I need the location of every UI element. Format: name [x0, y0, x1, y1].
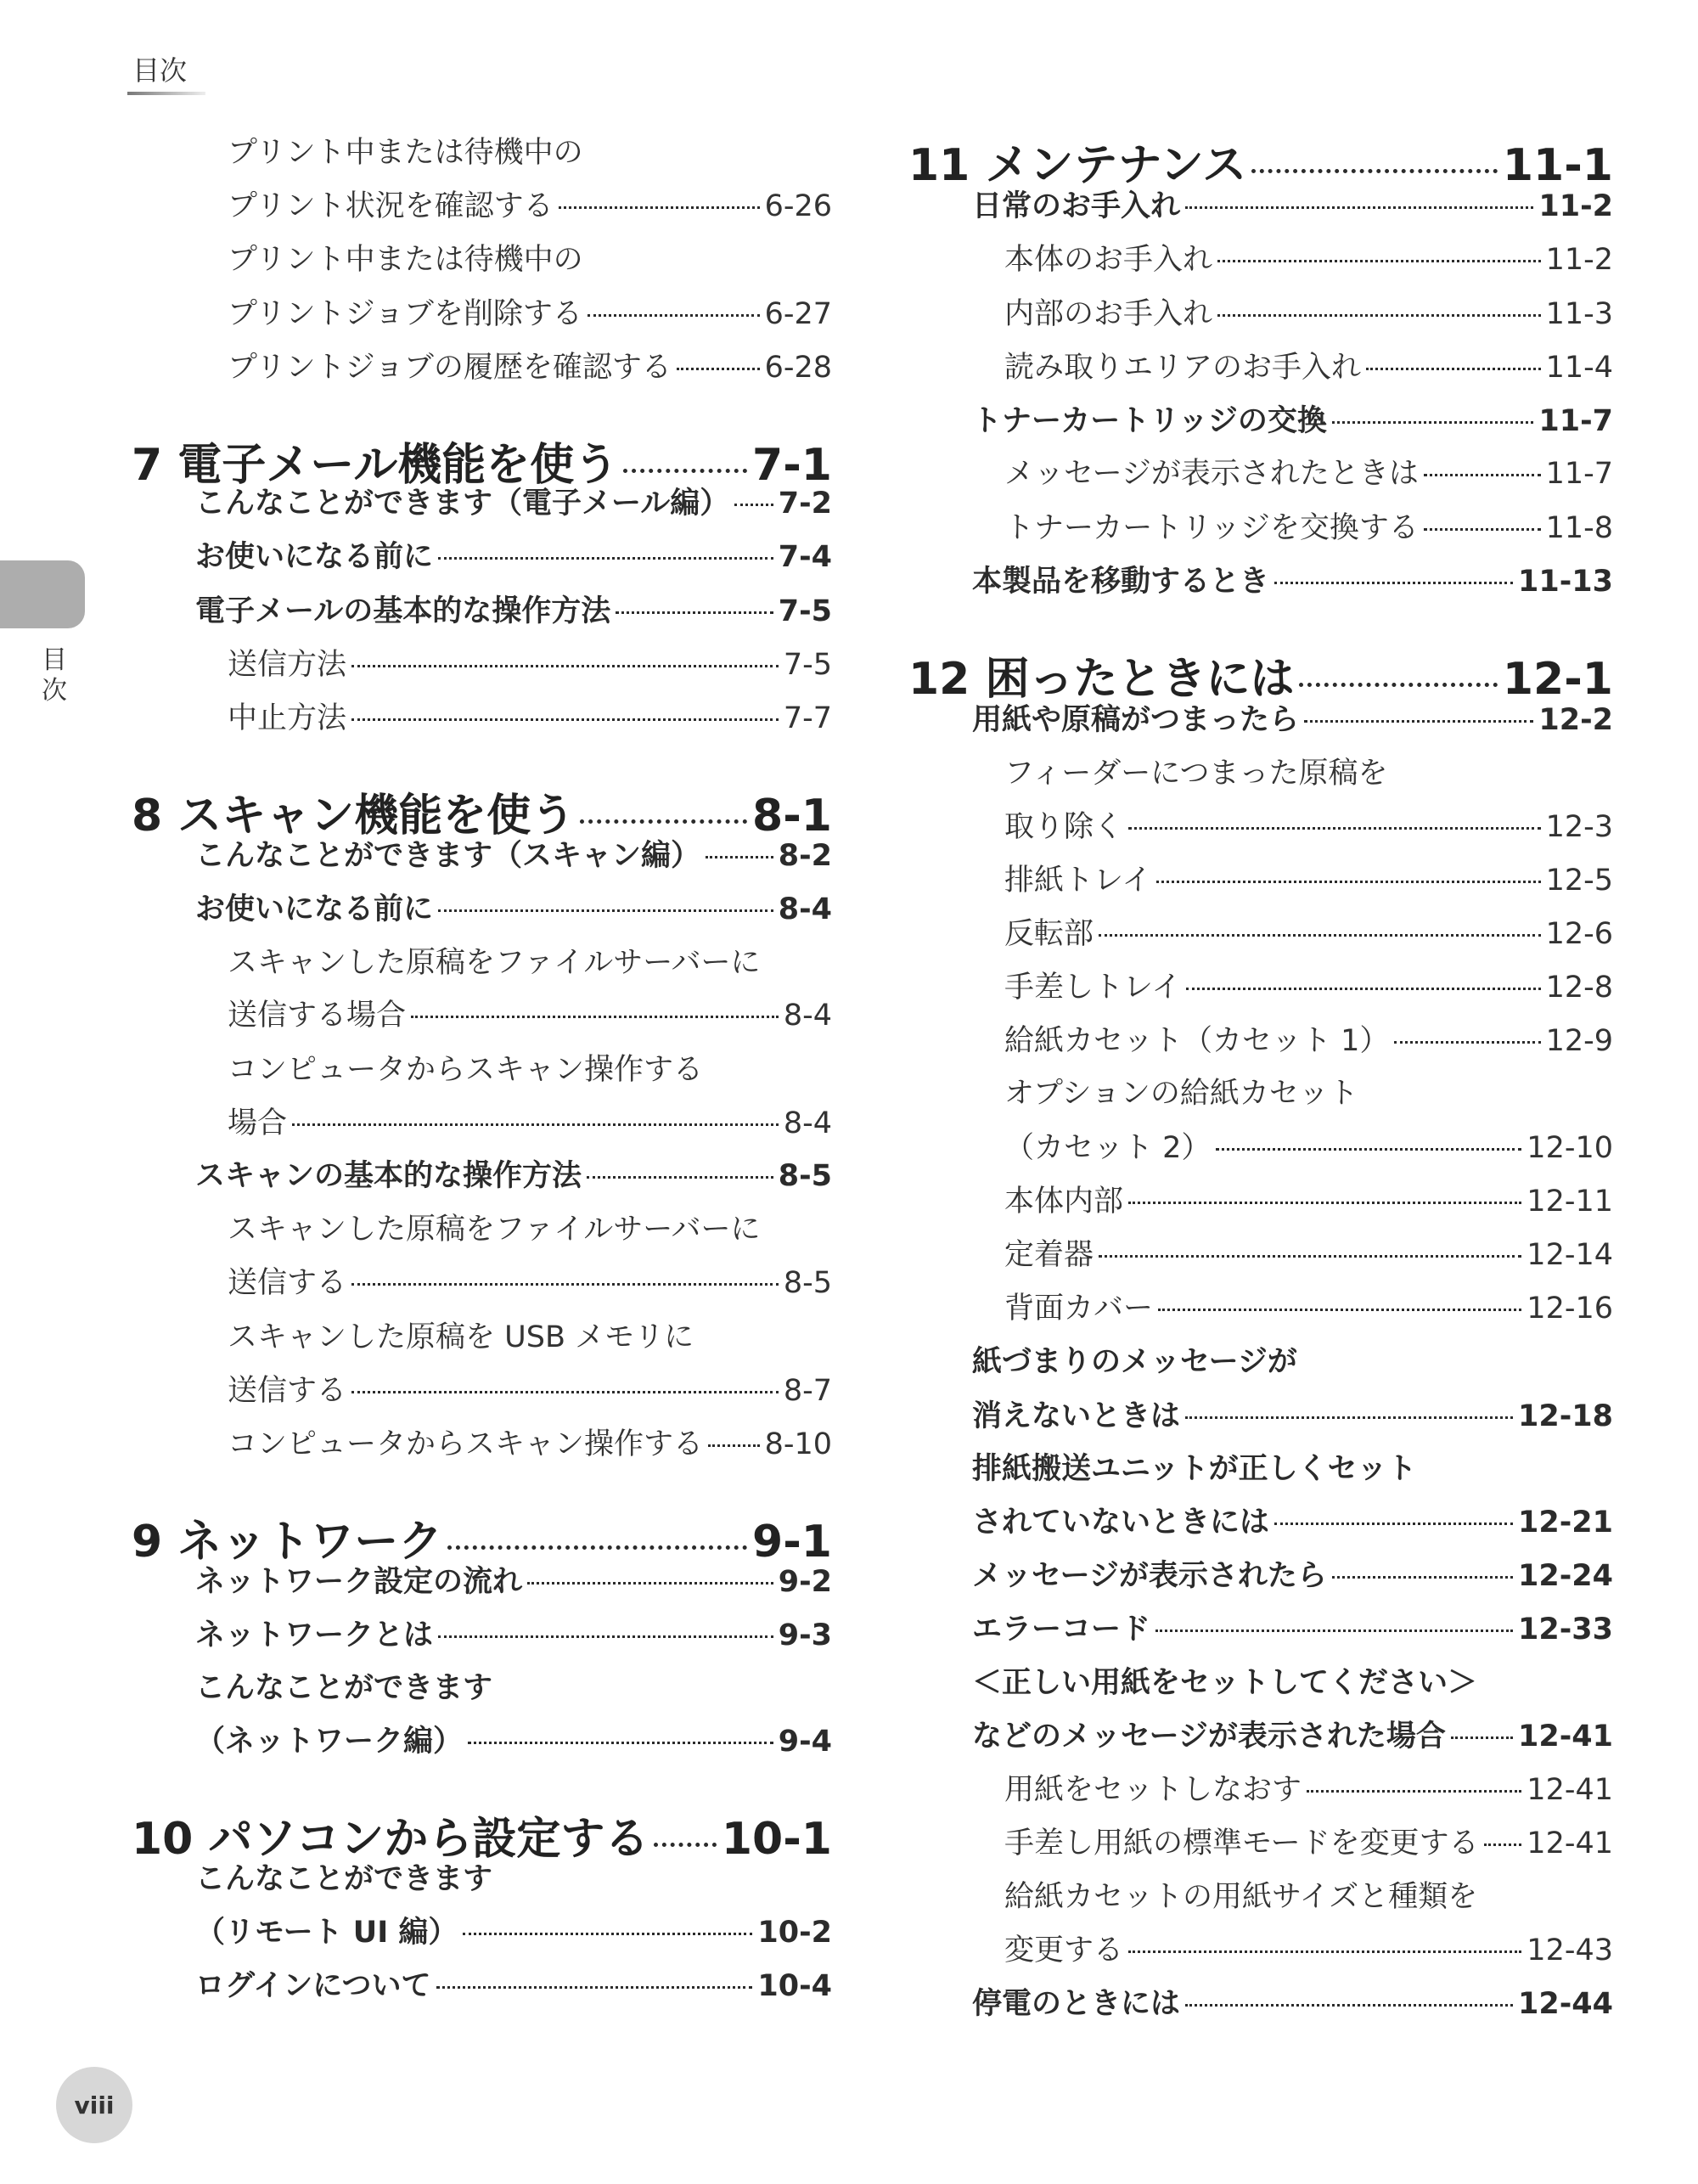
- header-underline: [127, 92, 205, 95]
- dot-leader: [1332, 1576, 1513, 1579]
- side-tab[interactable]: [0, 560, 85, 628]
- toc-page-number: 8-5: [778, 1159, 832, 1193]
- toc-page-number: 11-1: [1502, 140, 1613, 191]
- page-number: viii: [56, 2067, 132, 2143]
- dot-leader: [1217, 260, 1541, 262]
- toc-subsection-entry[interactable]: [1004, 1285, 1613, 1336]
- toc-entry-title: お使いになる前に: [195, 892, 434, 926]
- toc-entry-title: （リモート UI 編）: [195, 1916, 458, 1950]
- toc-section-entry[interactable]: [972, 696, 1613, 747]
- toc-page-number: 10-1: [721, 1814, 832, 1865]
- toc-entry-title: （ネットワーク編）: [195, 1725, 464, 1759]
- toc-entry-title: 取り除く: [1004, 810, 1124, 844]
- toc-page-number: 12-21: [1518, 1506, 1613, 1539]
- toc-section-entry[interactable]: [195, 1909, 832, 1960]
- toc-entry-title: ログインについて: [195, 1969, 431, 2003]
- dot-leader: [1307, 1790, 1521, 1793]
- dot-leader: [447, 1545, 747, 1550]
- dot-leader: [1394, 1041, 1540, 1044]
- toc-entry-text-line: 給紙カセットの用紙サイズと種類を: [1004, 1880, 1478, 1914]
- toc-page-number: 11-7: [1545, 457, 1613, 491]
- toc-subsection-entry[interactable]: [228, 1367, 832, 1418]
- toc-entry-title: 内部のお手入れ: [1004, 297, 1213, 331]
- toc-subsection-entry[interactable]: [228, 641, 832, 692]
- dot-leader: [1155, 1630, 1513, 1632]
- toc-section-entry[interactable]: [195, 533, 832, 584]
- toc-entry-title: メッセージが表示されたら: [972, 1559, 1327, 1593]
- dot-leader: [438, 557, 773, 560]
- toc-entry-text-line: 紙づまりのメッセージが: [972, 1345, 1297, 1379]
- toc-page-number: 11-8: [1545, 511, 1613, 545]
- toc-entry-title: プリント状況を確認する: [228, 189, 554, 223]
- toc-entry-text-line: コンピュータからスキャン操作する: [228, 1053, 704, 1087]
- toc-page-number: 7-5: [783, 648, 832, 682]
- dot-leader: [734, 504, 773, 506]
- dot-leader: [292, 1123, 779, 1126]
- toc-entry-title: ネットワーク設定の流れ: [195, 1565, 523, 1599]
- toc-page-number: 9-2: [778, 1565, 832, 1599]
- toc-entry-title: 電子メールの基本的な操作方法: [195, 594, 611, 628]
- toc-page-number: 12-5: [1545, 864, 1613, 898]
- dot-leader: [588, 314, 760, 317]
- toc-page-number: 12-9: [1545, 1024, 1613, 1058]
- toc-chapter-entry[interactable]: [132, 429, 832, 491]
- toc-page-number: 11-3: [1545, 297, 1613, 331]
- toc-subsection-entry[interactable]: [1004, 1820, 1613, 1871]
- dot-leader: [708, 1444, 760, 1447]
- toc-page-number: 12-14: [1527, 1238, 1613, 1272]
- toc-page-number: 8-7: [783, 1374, 832, 1408]
- toc-entry-title: トナーカートリッジの交換: [972, 404, 1327, 438]
- toc-page-number: 11-2: [1538, 189, 1613, 223]
- toc-subsection-entry[interactable]: [228, 1421, 832, 1472]
- toc-page-number: 8-4: [783, 1106, 832, 1140]
- toc-entry-title: 消えないときは: [972, 1399, 1181, 1433]
- toc-subsection-entry[interactable]: [1004, 236, 1613, 287]
- side-tab-label: 目次: [42, 645, 67, 706]
- dot-leader: [1216, 1148, 1521, 1151]
- dot-leader: [654, 1843, 716, 1847]
- toc-page-number: 12-41: [1527, 1827, 1613, 1860]
- toc-section-entry[interactable]: [972, 1499, 1613, 1550]
- dot-leader: [1185, 2004, 1513, 2007]
- toc-subsection-entry[interactable]: [228, 992, 832, 1043]
- toc-chapter-entry[interactable]: [908, 643, 1613, 705]
- toc-section-entry[interactable]: [972, 397, 1613, 448]
- toc-entry-title: 場合: [228, 1106, 288, 1140]
- toc-page-number: 12-41: [1518, 1720, 1613, 1753]
- dot-leader: [1424, 528, 1541, 531]
- toc-subsection-entry[interactable]: [1004, 964, 1613, 1015]
- dot-leader: [616, 611, 773, 614]
- dot-leader: [1099, 934, 1541, 937]
- toc-page-number: 12-43: [1527, 1934, 1613, 1967]
- toc-entry-title: 手差しトレイ: [1004, 971, 1182, 1005]
- toc-subsection-entry[interactable]: [1004, 1017, 1613, 1068]
- toc-page-number: 8-5: [783, 1266, 832, 1300]
- toc-page-number: 12-24: [1518, 1559, 1613, 1593]
- toc-entry-title: されていないときには: [972, 1506, 1270, 1539]
- dot-leader: [1128, 1950, 1521, 1953]
- toc-page-number: 12-33: [1518, 1613, 1613, 1646]
- toc-section-entry[interactable]: [195, 832, 832, 883]
- toc-page-number: 12-10: [1527, 1131, 1613, 1165]
- toc-page-number: 6-27: [764, 297, 832, 331]
- toc-page-number: 12-41: [1527, 1773, 1613, 1807]
- dot-leader: [351, 665, 779, 667]
- toc-entry-text-line: スキャンした原稿をファイルサーバーに: [228, 1213, 761, 1247]
- toc-entry-title: コンピュータからスキャン操作する: [228, 1427, 704, 1461]
- toc-page-number: 12-1: [1502, 654, 1613, 705]
- toc-entry-title: 10 パソコンから設定する: [132, 1814, 649, 1865]
- toc-page-number: 11-7: [1538, 404, 1613, 438]
- toc-chapter-entry[interactable]: [132, 1506, 832, 1568]
- toc-section-entry[interactable]: [972, 1606, 1613, 1657]
- toc-entry-title: 12 困ったときには: [908, 654, 1295, 705]
- toc-entry-title: 11 メンテナンス: [908, 140, 1247, 191]
- toc-section-entry[interactable]: [972, 183, 1613, 234]
- toc-entry-title: 変更する: [1004, 1934, 1124, 1967]
- dot-leader: [1274, 1523, 1513, 1525]
- toc-subsection-entry[interactable]: [228, 1259, 832, 1310]
- toc-entry-title: 読み取りエリアのお手入れ: [1004, 351, 1362, 385]
- toc-subsection-entry[interactable]: [228, 290, 832, 341]
- dot-leader: [677, 368, 760, 370]
- toc-entry-title: こんなことができます（スキャン編）: [195, 839, 701, 873]
- toc-entry-title: プリントジョブの履歴を確認する: [228, 351, 672, 385]
- toc-chapter-entry[interactable]: [132, 1803, 832, 1865]
- toc-subsection-entry[interactable]: [1004, 857, 1613, 908]
- dot-leader: [623, 469, 747, 473]
- dot-leader: [580, 819, 747, 824]
- toc-entry-title: 定着器: [1004, 1238, 1094, 1272]
- toc-entry-title: 給紙カセット（カセット 1）: [1004, 1024, 1390, 1058]
- toc-section-entry[interactable]: [195, 1962, 832, 2013]
- toc-entry-title: 排紙トレイ: [1004, 864, 1152, 898]
- toc-subsection-entry[interactable]: [228, 344, 832, 395]
- toc-entry-title: こんなことができます（電子メール編）: [195, 487, 730, 521]
- dot-leader: [1304, 720, 1533, 723]
- toc-entry-title: 送信する: [228, 1266, 347, 1300]
- toc-entry-text-line: オプションの給紙カセット: [1004, 1077, 1358, 1111]
- dot-leader: [411, 1016, 779, 1018]
- toc-entry-text-line: こんなことができます: [195, 1671, 493, 1705]
- dot-leader: [587, 1176, 773, 1179]
- toc-entry-title: 背面カバー: [1004, 1292, 1154, 1326]
- toc-entry-title: 本体内部: [1004, 1185, 1124, 1219]
- dot-leader: [351, 1391, 779, 1393]
- dot-leader: [1299, 683, 1497, 687]
- dot-leader: [351, 1283, 779, 1286]
- toc-page-number: 12-2: [1538, 703, 1613, 737]
- toc-section-entry[interactable]: [195, 1612, 832, 1663]
- dot-leader: [1186, 988, 1540, 990]
- dot-leader: [438, 909, 773, 912]
- toc-subsection-entry[interactable]: [1004, 803, 1613, 854]
- toc-section-entry[interactable]: [195, 480, 832, 531]
- dot-leader: [1099, 1255, 1521, 1258]
- toc-entry-title: 用紙をセットしなおす: [1004, 1773, 1302, 1807]
- dot-leader: [1128, 827, 1541, 830]
- toc-page-number: 7-2: [778, 487, 832, 521]
- toc-page-number: 12-18: [1518, 1399, 1613, 1433]
- toc-page-number: 12-8: [1545, 971, 1613, 1005]
- toc-entry-title: 本製品を移動するとき: [972, 565, 1270, 599]
- toc-page-number: 7-1: [752, 440, 832, 491]
- toc-section-entry[interactable]: [195, 1152, 832, 1203]
- toc-subsection-entry[interactable]: [1004, 1927, 1613, 1978]
- dot-leader: [468, 1742, 773, 1744]
- toc-page-number: 8-1: [752, 791, 832, 842]
- dot-leader: [527, 1582, 773, 1585]
- toc-entry-title: などのメッセージが表示された場合: [972, 1720, 1446, 1753]
- toc-page-number: 6-28: [764, 351, 832, 385]
- toc-entry-title: 送信方法: [228, 648, 347, 682]
- toc-subsection-entry[interactable]: [1004, 504, 1613, 555]
- toc-entry-text-line: スキャンした原稿を USB メモリに: [228, 1320, 694, 1354]
- toc-page-number: 8-2: [778, 839, 832, 873]
- toc-entry-text-line: プリント中または待機中の: [228, 136, 583, 170]
- toc-entry-title: 送信する場合: [228, 999, 407, 1033]
- toc-subsection-entry[interactable]: [1004, 1124, 1613, 1175]
- toc-page-number: 8-10: [764, 1427, 832, 1461]
- dot-leader: [1424, 474, 1541, 476]
- toc-entry-title: （カセット 2）: [1004, 1131, 1212, 1165]
- toc-section-entry[interactable]: [195, 1558, 832, 1609]
- toc-entry-title: ネットワークとは: [195, 1618, 434, 1652]
- toc-page-number: 12-16: [1527, 1292, 1613, 1326]
- toc-page-number: 8-4: [783, 999, 832, 1033]
- toc-page-number: 8-4: [778, 892, 832, 926]
- toc-section-entry[interactable]: [972, 1713, 1613, 1764]
- toc-entry-title: 送信する: [228, 1374, 347, 1408]
- toc-page-number: 12-3: [1545, 810, 1613, 844]
- toc-page-number: 10-2: [757, 1916, 832, 1950]
- toc-entry-title: 8 スキャン機能を使う: [132, 791, 576, 842]
- toc-subsection-entry[interactable]: [1004, 450, 1613, 501]
- toc-page-number: 11-4: [1545, 351, 1613, 385]
- dot-leader: [438, 1635, 773, 1638]
- toc-section-entry[interactable]: [972, 558, 1613, 609]
- toc-entry-text-line: こんなことができます: [195, 1862, 493, 1896]
- toc-page-number: 6-26: [764, 189, 832, 223]
- toc-entry-text-line: ＜正しい用紙をセットしてください＞: [972, 1666, 1478, 1700]
- toc-entry-title: お使いになる前に: [195, 540, 434, 574]
- toc-entry-title: 9 ネットワーク: [132, 1517, 443, 1568]
- toc-entry-text-line: フィーダーにつまった原稿を: [1004, 757, 1388, 791]
- toc-entry-title: 反転部: [1004, 917, 1094, 951]
- toc-page-number: 12-44: [1518, 1987, 1613, 2021]
- toc-section-entry[interactable]: [195, 1718, 832, 1769]
- toc-subsection-entry[interactable]: [1004, 344, 1613, 395]
- toc-page-number: 9-4: [778, 1725, 832, 1759]
- dot-leader: [351, 718, 779, 721]
- toc-page-number: 11-13: [1518, 565, 1613, 599]
- toc-entry-title: 7 電子メール機能を使う: [132, 440, 619, 491]
- toc-page-number: 7-4: [778, 540, 832, 574]
- dot-leader: [1332, 421, 1534, 424]
- dot-leader: [1185, 1416, 1513, 1419]
- toc-entry-title: 停電のときには: [972, 1987, 1181, 2021]
- toc-page-number: 9-1: [752, 1517, 832, 1568]
- toc-section-entry[interactable]: [195, 588, 832, 639]
- toc-entry-text-line: スキャンした原稿をファイルサーバーに: [228, 946, 761, 980]
- dot-leader: [706, 856, 773, 858]
- page-header-title: 目次: [132, 54, 188, 87]
- toc-entry-title: トナーカートリッジを交換する: [1004, 511, 1419, 545]
- dot-leader: [1156, 881, 1540, 883]
- toc-page-number: 10-4: [757, 1969, 832, 2003]
- toc-page-number: 9-3: [778, 1618, 832, 1652]
- dot-leader: [1484, 1843, 1522, 1846]
- dot-leader: [1251, 169, 1498, 173]
- dot-leader: [1217, 314, 1541, 317]
- toc-entry-title: 中止方法: [228, 701, 347, 735]
- toc-subsection-entry[interactable]: [1004, 1178, 1613, 1229]
- dot-leader: [436, 1986, 753, 1989]
- toc-entry-title: スキャンの基本的な操作方法: [195, 1159, 582, 1193]
- toc-section-entry[interactable]: [195, 886, 832, 937]
- toc-entry-title: 日常のお手入れ: [972, 189, 1181, 223]
- dot-leader: [1366, 368, 1541, 370]
- toc-entry-title: 手差し用紙の標準モードを変更する: [1004, 1827, 1479, 1860]
- toc-subsection-entry[interactable]: [228, 1100, 832, 1151]
- toc-page-number: 12-6: [1545, 917, 1613, 951]
- toc-section-entry[interactable]: [972, 1980, 1613, 2031]
- toc-page-number: 7-7: [783, 701, 832, 735]
- toc-entry-text-line: 排紙搬送ユニットが正しくセット: [972, 1452, 1417, 1486]
- toc-entry-title: 本体のお手入れ: [1004, 243, 1213, 277]
- toc-entry-text-line: プリント中または待機中の: [228, 243, 583, 277]
- toc-subsection-entry[interactable]: [228, 695, 832, 746]
- toc-section-entry[interactable]: [972, 1393, 1613, 1444]
- toc-entry-title: プリントジョブを削除する: [228, 297, 582, 331]
- toc-page-number: 12-11: [1527, 1185, 1613, 1219]
- dot-leader: [1451, 1737, 1513, 1739]
- toc-chapter-entry[interactable]: [908, 129, 1613, 191]
- toc-subsection-entry[interactable]: [1004, 910, 1613, 961]
- toc-subsection-entry[interactable]: [1004, 1231, 1613, 1282]
- dot-leader: [559, 206, 760, 209]
- toc-section-entry[interactable]: [972, 1552, 1613, 1603]
- dot-leader: [1185, 206, 1533, 209]
- dot-leader: [1158, 1309, 1521, 1311]
- toc-subsection-entry[interactable]: [1004, 1766, 1613, 1817]
- toc-entry-title: メッセージが表示されたときは: [1004, 457, 1419, 491]
- dot-leader: [1128, 1202, 1521, 1204]
- toc-entry-title: エラーコード: [972, 1613, 1151, 1646]
- toc-page-number: 7-5: [778, 594, 832, 628]
- toc-subsection-entry[interactable]: [1004, 290, 1613, 341]
- toc-subsection-entry[interactable]: [228, 183, 832, 234]
- toc-chapter-entry[interactable]: [132, 780, 832, 842]
- toc-page-number: 11-2: [1545, 243, 1613, 277]
- dot-leader: [1274, 582, 1513, 584]
- dot-leader: [463, 1933, 752, 1935]
- toc-entry-title: 用紙や原稿がつまったら: [972, 703, 1300, 737]
